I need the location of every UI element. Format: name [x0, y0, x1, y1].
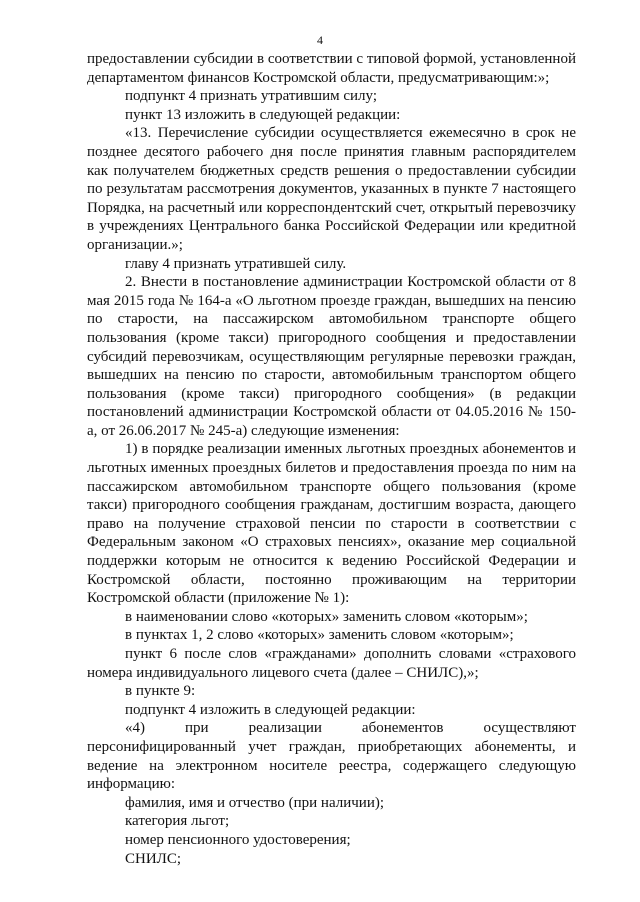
paragraph: «4) при реализации абонементов осуществляют персонифицированный учет граждан, приобретающих абонементы, и ведение на электронном носителе реестра, содержащего следующую информацию:: [87, 720, 576, 793]
paragraph: категория льгот;: [125, 813, 230, 830]
paragraph: в пунктах 1, 2 слово «которых» заменить словом «которым»;: [125, 627, 514, 644]
page-number: 4: [317, 33, 323, 47]
paragraph: пункт 6 после слов «гражданами» дополнить словами «страхового номера индивидуального лицевого счета (далее – СНИЛС),»;: [87, 646, 576, 681]
paragraph: подпункт 4 признать утратившим силу;: [125, 88, 377, 105]
paragraph: подпункт 4 изложить в следующей редакции:: [125, 701, 416, 718]
paragraph: в пункте 9:: [125, 683, 196, 700]
paragraph: 1) в порядке реализации именных льготных проездных абонементов и льготных именных проездных билетов и предоставления проезда по ним на пассажирском автомобильном транспорте общего пользования (кроме такси) пригородного сообщения гражданам, достигшим возраста, дающего право на получение страховой пенсии по старости в соответствии с Федеральным законом «О страховых пенсиях», оказание мер социальной поддержки которым не относится к ведению Российской Федерации и Костромской области, постоянно проживающим на территории Костромской области (приложение № 1):: [87, 441, 576, 607]
paragraph: «13. Перечисление субсидии осуществляется ежемесячно в срок не позднее десятого рабочего дня после принятия главным распорядителем как получателем бюджетных средств решения о предоставлении субсидии по результатам рассмотрения документов, указанных в пункте 7 настоящего Порядка, на расчетный или корреспондентский счет, открытый перевозчику в учреждениях Центрального банка Российской Федерации или кредитной организации.»;: [87, 125, 576, 253]
document-body: [87, 50, 576, 868]
paragraph: 2. Внести в постановление администрации Костромской области от 8 мая 2015 года № 164-а «О льготном проезде граждан, вышедших на пенсию по старости, на пассажирском автомобильном транспорте общего пользования (кроме такси) пригородного сообщения и предоставлении субсидий перевозчикам, осуществляющим регулярные перевозки граждан, вышедших на пенсию по старости, автомобильным транспортом общего пользования (кроме такси) пригородного сообщения» (в редакции постановлений администрации Костромской области от 04.05.2016 № 150-а, от 26.06.2017 № 245-а) следующие изменения:: [87, 274, 576, 439]
paragraph: главу 4 признать утратившей силу.: [125, 255, 347, 272]
paragraph: номер пенсионного удостоверения;: [125, 831, 351, 848]
paragraph: фамилия, имя и отчество (при наличии);: [125, 794, 385, 811]
paragraph: в наименовании слово «которых» заменить словом «которым»;: [125, 608, 528, 625]
paragraph: СНИЛС;: [125, 850, 182, 867]
paragraph: предоставлении субсидии в соответствии с типовой формой, установленной департаментом финансов Костромской области, предусматривающим:»;: [87, 51, 576, 86]
paragraph: пункт 13 изложить в следующей редакции:: [125, 106, 401, 123]
